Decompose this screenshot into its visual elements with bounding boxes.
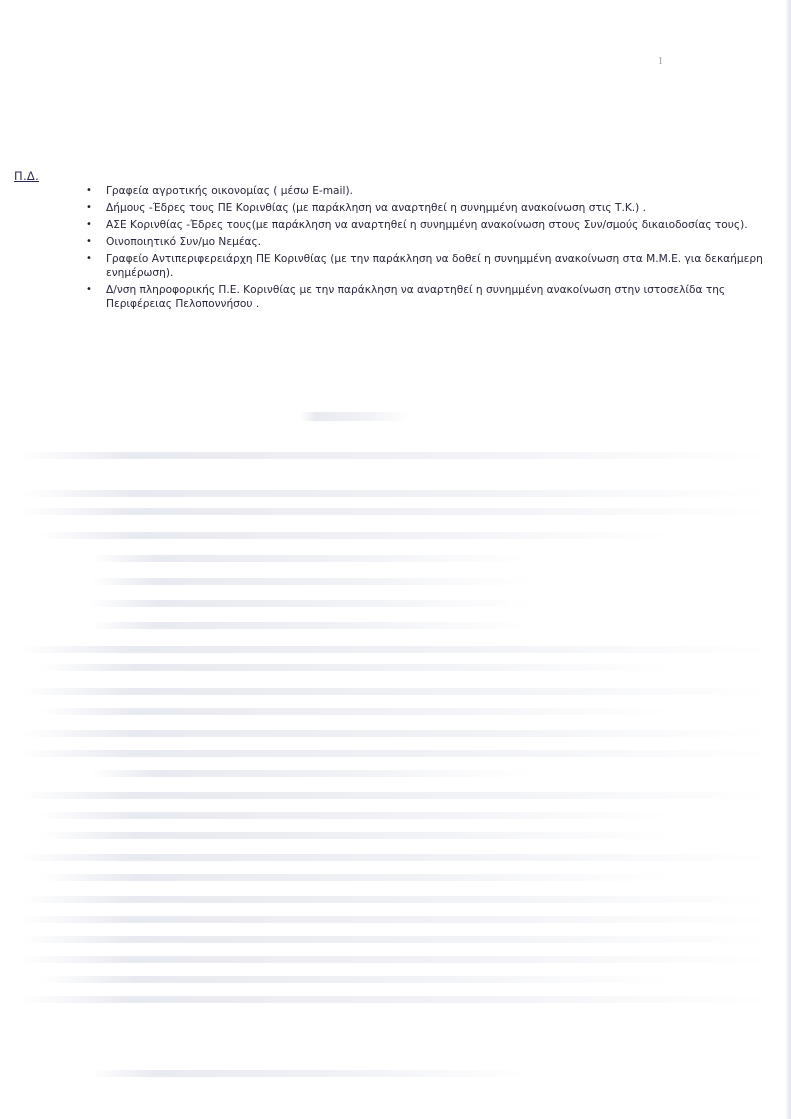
list-item xyxy=(80,201,770,215)
list-item xyxy=(80,218,770,232)
bleed-mark xyxy=(20,730,771,737)
bleed-mark xyxy=(40,832,671,839)
bleed-mark xyxy=(20,996,771,1003)
bullet-icon: • xyxy=(86,284,92,295)
list-item xyxy=(80,184,770,198)
bleed-mark xyxy=(20,646,771,653)
recipients-heading: Π.Δ. xyxy=(14,169,40,183)
list-item-text: Γραφεία αγροτικής οικονομίας ( μέσω E-mail). xyxy=(106,185,353,197)
list-item-text: Δήμους -Έδρες τους ΠΕ Κορινθίας (με παράκληση να αναρτηθεί η συνημμένη ανακοίνωση στις Τ.Κ.) . xyxy=(106,202,647,214)
list-item-text: ΑΣΕ Κορινθίας -Έδρες τους(με παράκληση να αναρτηθεί η συνημμένη ανακοίνωση στους Συν/σμούς δικαιοδοσίας τους). xyxy=(106,219,748,231)
bullet-icon: • xyxy=(86,219,92,230)
bleed-mark xyxy=(40,664,671,671)
page-number: 1 xyxy=(658,56,663,67)
bleed-mark xyxy=(40,874,671,881)
scan-edge-shadow xyxy=(785,0,791,1119)
bleed-mark xyxy=(90,600,531,607)
list-item-text: Γραφείο Αντιπεριφερειάρχη ΠΕ Κορινθίας (με την παράκληση να δοθεί η συνημμένη ανακοίνωση στα Μ.Μ.Ε. για δεκαήμερη ενημέρωση). xyxy=(106,253,763,279)
bleed-mark xyxy=(20,896,771,903)
bleed-mark xyxy=(90,555,531,562)
bleed-mark xyxy=(20,452,771,459)
bleed-mark xyxy=(20,508,771,515)
bleed-mark xyxy=(20,792,771,799)
bleed-mark xyxy=(40,812,671,819)
bleed-mark xyxy=(300,412,411,421)
bleed-mark xyxy=(40,708,671,715)
list-item xyxy=(80,252,770,280)
bleed-mark xyxy=(20,956,771,963)
list-item-text: Οινοποιητικό Συν/μο Νεμέας. xyxy=(106,236,262,248)
bleed-mark xyxy=(20,916,771,923)
bleed-mark xyxy=(20,688,771,695)
list-item xyxy=(80,235,770,249)
bleed-mark xyxy=(90,1070,531,1077)
bleed-mark xyxy=(20,490,771,497)
bleed-mark xyxy=(20,854,771,861)
bullet-icon: • xyxy=(86,202,92,213)
list-item xyxy=(80,283,770,311)
bleed-mark xyxy=(20,750,771,757)
bullet-icon: • xyxy=(86,253,92,264)
bleed-mark xyxy=(90,578,531,585)
bleed-mark xyxy=(90,622,531,629)
bleed-mark xyxy=(20,936,771,943)
bleed-mark xyxy=(40,532,671,539)
recipients-list xyxy=(80,184,770,314)
bleed-mark xyxy=(40,976,671,983)
bullet-icon: • xyxy=(86,236,92,247)
bleed-mark xyxy=(90,770,531,777)
list-item-text: Δ/νση πληροφορικής Π.Ε. Κορινθίας με την παράκληση να αναρτηθεί η συνημμένη ανακοίνωση στην ιστοσελίδα της Περιφέρειας Πελοποννήσου . xyxy=(106,284,726,310)
bullet-icon: • xyxy=(86,185,92,196)
